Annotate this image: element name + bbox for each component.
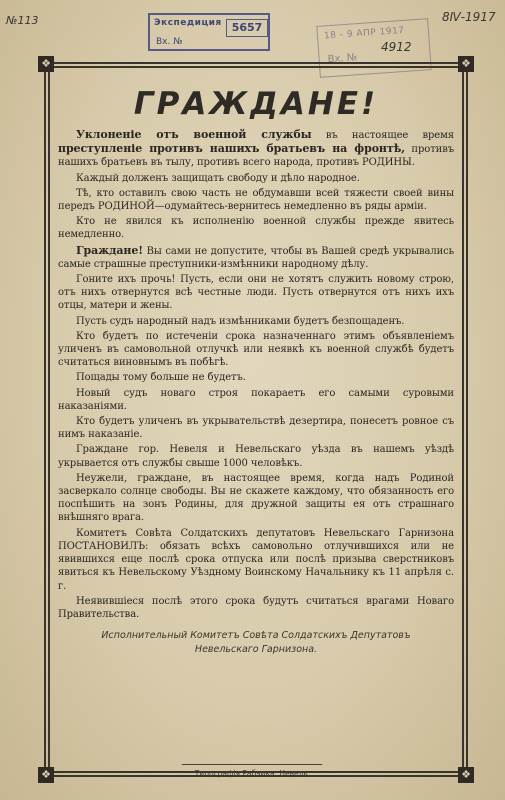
corner-ornament: ❖ xyxy=(458,767,474,783)
paragraph-4: Кто не явился къ исполненію военной службы прежде явитесь немедленно. xyxy=(58,216,454,241)
paragraph-3: Тѣ, кто оставилъ свою часть не обдумавши всей тяжести своей вины передъ РОДИНОЙ—одумайтесь-вернитесь немедленно въ ряды арміи. xyxy=(58,187,454,213)
corner-ornament: ❖ xyxy=(38,767,54,783)
paragraph-15: Неявившіеся послѣ этого срока будутъ считаться врагами Новаго Правительства. xyxy=(58,595,454,620)
archive-stamp-label: Вх. № xyxy=(156,37,183,47)
paragraph-2: Каждый долженъ защищать свободу и дѣло народное. xyxy=(76,172,360,184)
paragraph-13: Неужели, граждане, въ настоящее время, когда надъ Родиной засверкало солнце свободы. Вы не скажете каждому, что обязанность его поспѣшить на зонъ Родины, для дружной защиты ея отъ страшнаго внѣшняго врага. xyxy=(58,472,454,524)
signature-line-1: Исполнительный Комитетъ Совѣта Солдатскихъ Депутатовъ xyxy=(101,630,411,642)
paragraph-6: Гоните ихъ прочь! Пусть, если они не хотятъ служить новому строю, отъ нихъ отвернутся всѣ честные люди. Пусть отвернутся отъ нихъ ихъ отцы, матери и жены. xyxy=(58,274,454,312)
paragraph-5-lead: Граждане! xyxy=(76,243,143,257)
paragraph-1 xyxy=(58,128,454,170)
paragraph-14: Комитетъ Совѣта Солдатскихъ депутатовъ Невельскаго Гарнизона ПОСТАНОВИЛЪ: обязать всѣхъ самовольно отлучившихся или не явившихся еще послѣ срока отпуска или послѣ призыва сверстниковъ явиться къ Невельскому Уѣздному Воинскому Начальнику къ 11 апрѣля с. г. xyxy=(58,527,454,592)
paragraph-11: Кто будетъ уличенъ въ укрывательствѣ дезертира, понесетъ ровное съ нимъ наказаніе. xyxy=(58,416,454,441)
paragraph-9: Пощады тому больше не будетъ. xyxy=(76,372,246,384)
paragraph-10: Новый судъ новаго строя покараетъ его самыми суровыми наказаніями. xyxy=(58,387,454,412)
archive-stamp-heading: Экспедиция xyxy=(154,18,222,28)
footer-rule xyxy=(182,764,322,765)
printer-imprint: Типографія Рабчика. Невель. xyxy=(194,769,311,778)
archive-stamp xyxy=(148,13,270,51)
paragraph-1-rest: противъ нашихъ братьевъ въ тылу, противъ всего народа, противъ РОДИНЫ. xyxy=(58,144,454,169)
poster-body xyxy=(58,76,454,657)
corner-ornament: ❖ xyxy=(458,56,474,72)
handwritten-date-right: 8Ⅳ-1917 xyxy=(442,10,496,24)
signature-line-2: Невельскаго Гарнизона. xyxy=(194,644,318,656)
paragraph-5 xyxy=(58,244,454,271)
signature-block xyxy=(58,629,454,657)
paragraph-8: Кто будетъ по истеченіи срока назначеннаго этимъ объявленіемъ уличенъ въ самовольной отлучкѣ или неявкѣ къ военной службѣ будетъ считаться виновнымъ въ побѣгѣ. xyxy=(58,330,454,369)
received-stamp-date: 18 - 9 АПР 1917 xyxy=(323,25,405,42)
received-stamp-number: Вх. № xyxy=(327,52,358,66)
corner-ornament: ❖ xyxy=(38,56,54,72)
paragraph-1-lead: Уклоненіе отъ военной службы xyxy=(76,128,312,141)
paragraph-1-mid: въ настоящее время xyxy=(311,130,454,141)
paragraph-7: Пусть судъ народный надъ измѣнниками будетъ безпощаденъ. xyxy=(76,315,405,327)
paragraph-1-bold: преступленіе противъ нашихъ братьевъ на фронтѣ, xyxy=(58,142,405,156)
poster-title: ГРАЖДАНЕ! xyxy=(133,86,379,122)
paragraph-5-rest: Вы сами не допустите, чтобы въ Вашей средѣ укрывались самые страшные преступники-измѣнники народному дѣлу. xyxy=(58,245,454,270)
handwritten-number-mid: 4912 xyxy=(381,40,412,54)
archive-stamp-number: 5657 xyxy=(226,19,268,37)
paragraph-12: Граждане гор. Невеля и Невельскаго уѣзда въ нашемъ уѣздѣ укрывается отъ службы свыше 1000 человѣкъ. xyxy=(58,444,454,469)
handwritten-number-left: №113 xyxy=(6,14,39,27)
